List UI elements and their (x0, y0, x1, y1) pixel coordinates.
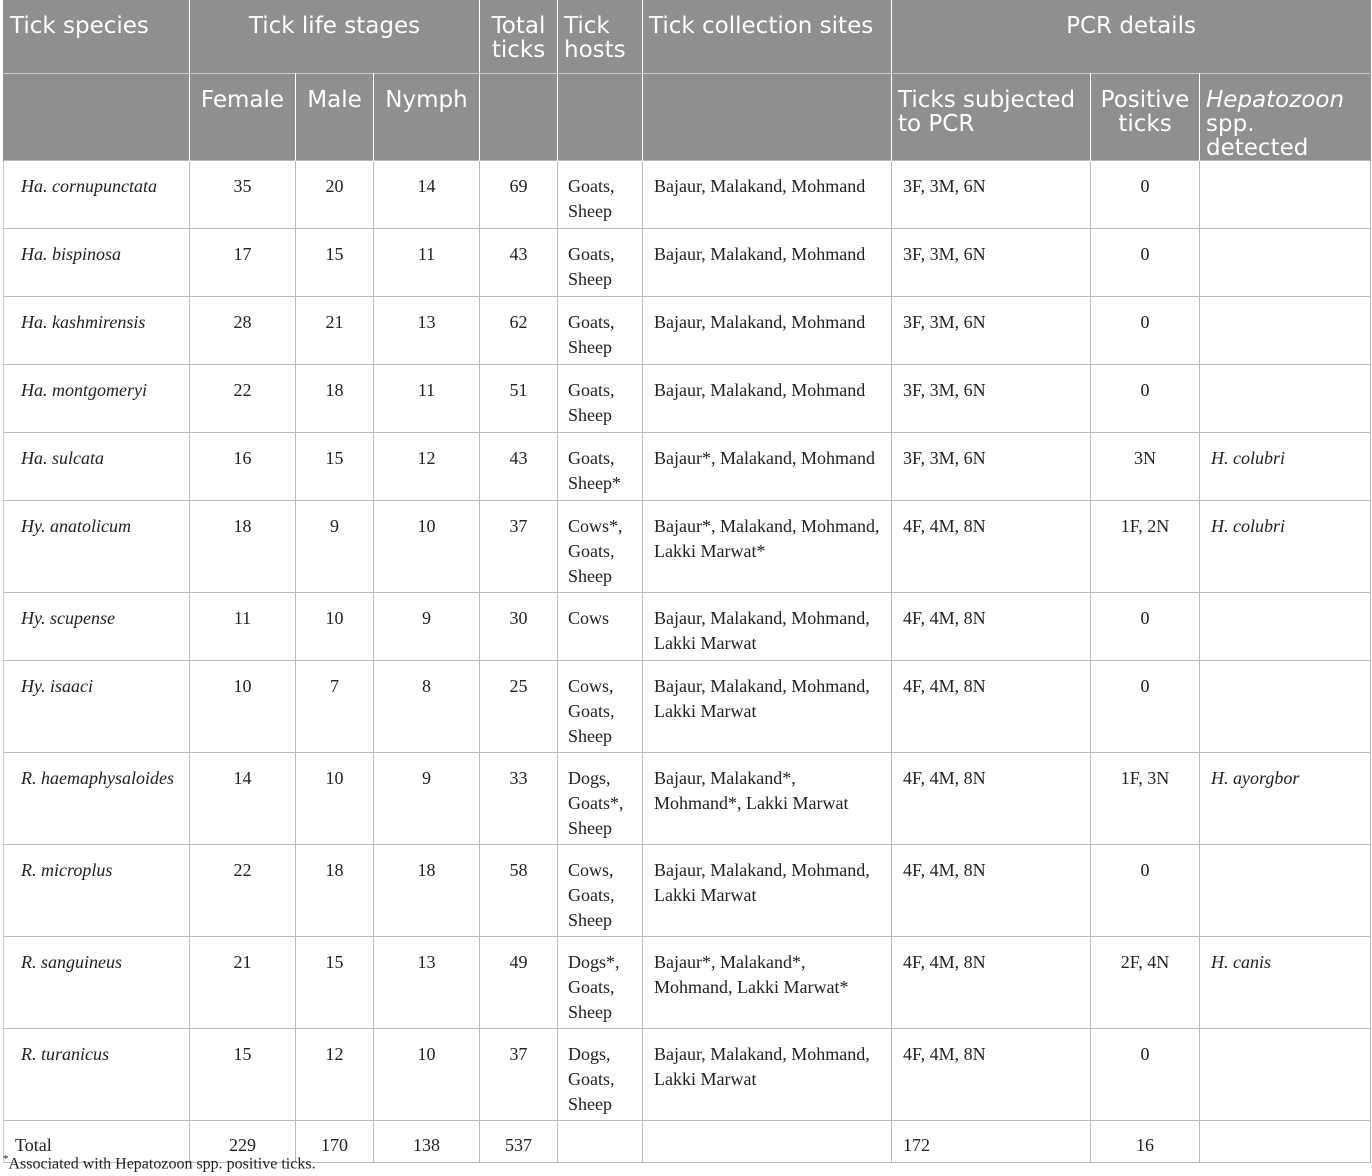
species-cell: Ha. kashmirensis (4, 296, 190, 364)
header-tick-hosts: Tick hosts (558, 0, 643, 73)
hepatozoon-cell (1200, 160, 1371, 228)
pcr-cell: 4F, 4M, 8N (892, 592, 1091, 660)
female-cell: 35 (190, 160, 296, 228)
positive-ticks-cell: 0 (1091, 844, 1200, 936)
header-empty-cell (480, 73, 558, 160)
total-ticks-cell: 25 (480, 660, 558, 752)
hosts-cell: Dogs, Goats*, Sheep (558, 752, 643, 844)
species-cell: Hy. isaaci (4, 660, 190, 752)
header-hepatozoon-italic: Hepatozoon (1206, 86, 1345, 113)
species-cell: Ha. sulcata (4, 432, 190, 500)
header-female: Female (190, 73, 296, 160)
species-cell: Hy. scupense (4, 592, 190, 660)
pcr-cell: 4F, 4M, 8N (892, 752, 1091, 844)
pcr-cell: 4F, 4M, 8N (892, 500, 1091, 592)
table-row (4, 228, 1371, 296)
species-cell: Ha. montgomeryi (4, 364, 190, 432)
positive-ticks-cell: 0 (1091, 592, 1200, 660)
collection-sites-cell: Bajaur, Malakand, Mohmand (643, 296, 892, 364)
footnote-text: Associated with Hepatozoon spp. positive ticks. (8, 1155, 316, 1173)
footnote-marker: * (3, 1153, 9, 1165)
pcr-cell: 4F, 4M, 8N (892, 844, 1091, 936)
table-row (4, 160, 1371, 228)
species-cell: R. microplus (4, 844, 190, 936)
female-cell: 22 (190, 364, 296, 432)
total-ticks-cell: 51 (480, 364, 558, 432)
nymph-cell: 10 (374, 1028, 480, 1120)
hepatozoon-cell (1200, 296, 1371, 364)
total-ticks-cell: 43 (480, 228, 558, 296)
hosts-cell: Goats, Sheep (558, 160, 643, 228)
collection-sites-cell: Bajaur, Malakand, Mohmand (643, 228, 892, 296)
header-empty-cell (558, 73, 643, 160)
hepatozoon-cell: H. ayorgbor (1200, 752, 1371, 844)
header-spp-detected: spp. detected (1206, 110, 1309, 160)
nymph-cell: 12 (374, 432, 480, 500)
male-cell: 21 (296, 296, 374, 364)
nymph-cell: 9 (374, 592, 480, 660)
pcr-cell: 3F, 3M, 6N (892, 228, 1091, 296)
hosts-cell: Dogs*, Goats, Sheep (558, 936, 643, 1028)
species-cell: Hy. anatolicum (4, 500, 190, 592)
hosts-cell: Cows*, Goats, Sheep (558, 500, 643, 592)
header-male: Male (296, 73, 374, 160)
male-cell: 20 (296, 160, 374, 228)
hosts-cell: Goats, Sheep (558, 364, 643, 432)
header-tick-species: Tick species (4, 0, 190, 73)
collection-sites-cell: Bajaur, Malakand, Mohmand, Lakki Marwat (643, 660, 892, 752)
species-cell: R. sanguineus (4, 936, 190, 1028)
collection-sites-cell: Bajaur, Malakand, Mohmand, Lakki Marwat (643, 592, 892, 660)
hosts-cell: Cows, Goats, Sheep (558, 844, 643, 936)
total-nymph: 138 (374, 1120, 480, 1162)
header-row-sub (4, 73, 1371, 160)
total-ticks-cell: 43 (480, 432, 558, 500)
pcr-cell: 4F, 4M, 8N (892, 936, 1091, 1028)
table-row (4, 296, 1371, 364)
pcr-cell: 3F, 3M, 6N (892, 160, 1091, 228)
pcr-cell: 3F, 3M, 6N (892, 432, 1091, 500)
total-male: 170 (296, 1120, 374, 1162)
male-cell: 9 (296, 500, 374, 592)
collection-sites-cell: Bajaur, Malakand, Mohmand, Lakki Marwat (643, 844, 892, 936)
hepatozoon-cell: H. colubri (1200, 432, 1371, 500)
nymph-cell: 9 (374, 752, 480, 844)
table-row (4, 1028, 1371, 1120)
positive-ticks-cell: 2F, 4N (1091, 936, 1200, 1028)
male-cell: 18 (296, 844, 374, 936)
hosts-cell: Cows, Goats, Sheep (558, 660, 643, 752)
hepatozoon-cell (1200, 228, 1371, 296)
header-tick-collection-sites: Tick collection sites (643, 0, 892, 73)
footnote (3, 1153, 316, 1173)
hepatozoon-cell (1200, 660, 1371, 752)
total-ticks-cell: 62 (480, 296, 558, 364)
male-cell: 15 (296, 228, 374, 296)
male-cell: 15 (296, 936, 374, 1028)
female-cell: 16 (190, 432, 296, 500)
male-cell: 10 (296, 752, 374, 844)
header-positive-ticks: Positive ticks (1091, 73, 1200, 160)
header-row-top (4, 0, 1371, 73)
header-hepatozoon-detected (1200, 73, 1371, 160)
header-total-ticks: Total ticks (480, 0, 558, 73)
positive-ticks-cell: 0 (1091, 660, 1200, 752)
female-cell: 10 (190, 660, 296, 752)
collection-sites-cell: Bajaur, Malakand, Mohmand, Lakki Marwat (643, 1028, 892, 1120)
total-ticks-cell: 37 (480, 500, 558, 592)
positive-ticks-cell: 3N (1091, 432, 1200, 500)
hepatozoon-cell: H. canis (1200, 936, 1371, 1028)
female-cell: 21 (190, 936, 296, 1028)
hosts-cell: Goats, Sheep (558, 296, 643, 364)
table-row (4, 844, 1371, 936)
female-cell: 28 (190, 296, 296, 364)
male-cell: 12 (296, 1028, 374, 1120)
nymph-cell: 13 (374, 296, 480, 364)
collection-sites-cell: Bajaur, Malakand, Mohmand (643, 160, 892, 228)
female-cell: 11 (190, 592, 296, 660)
nymph-cell: 11 (374, 364, 480, 432)
pcr-cell: 3F, 3M, 6N (892, 364, 1091, 432)
table-row (4, 364, 1371, 432)
total-hosts (558, 1120, 643, 1162)
hepatozoon-cell (1200, 1028, 1371, 1120)
total-ticks-cell: 49 (480, 936, 558, 1028)
nymph-cell: 13 (374, 936, 480, 1028)
table-row (4, 936, 1371, 1028)
collection-sites-cell: Bajaur*, Malakand, Mohmand, Lakki Marwat* (643, 500, 892, 592)
table-row (4, 500, 1371, 592)
hepatozoon-cell: H. colubri (1200, 500, 1371, 592)
positive-ticks-cell: 0 (1091, 228, 1200, 296)
female-cell: 18 (190, 500, 296, 592)
nymph-cell: 8 (374, 660, 480, 752)
pcr-cell: 4F, 4M, 8N (892, 660, 1091, 752)
species-cell: Ha. bispinosa (4, 228, 190, 296)
total-total-ticks: 537 (480, 1120, 558, 1162)
table-body (4, 160, 1371, 1120)
male-cell: 7 (296, 660, 374, 752)
total-pcr: 172 (892, 1120, 1091, 1162)
total-ticks-cell: 69 (480, 160, 558, 228)
header-ticks-subjected-to-pcr: Ticks subjected to PCR (892, 73, 1091, 160)
positive-ticks-cell: 0 (1091, 296, 1200, 364)
female-cell: 22 (190, 844, 296, 936)
pcr-cell: 4F, 4M, 8N (892, 1028, 1091, 1120)
collection-sites-cell: Bajaur*, Malakand, Mohmand (643, 432, 892, 500)
header-nymph: Nymph (374, 73, 480, 160)
hepatozoon-cell (1200, 592, 1371, 660)
female-cell: 17 (190, 228, 296, 296)
tick-species-table (3, 0, 1371, 1163)
positive-ticks-cell: 0 (1091, 364, 1200, 432)
species-cell: R. turanicus (4, 1028, 190, 1120)
total-ticks-cell: 33 (480, 752, 558, 844)
hosts-cell: Goats, Sheep* (558, 432, 643, 500)
table-row (4, 592, 1371, 660)
female-cell: 14 (190, 752, 296, 844)
table-row (4, 432, 1371, 500)
total-ticks-cell: 30 (480, 592, 558, 660)
collection-sites-cell: Bajaur, Malakand, Mohmand (643, 364, 892, 432)
male-cell: 18 (296, 364, 374, 432)
hosts-cell: Goats, Sheep (558, 228, 643, 296)
hepatozoon-cell (1200, 364, 1371, 432)
male-cell: 15 (296, 432, 374, 500)
collection-sites-cell: Bajaur, Malakand*, Mohmand*, Lakki Marwat (643, 752, 892, 844)
female-cell: 15 (190, 1028, 296, 1120)
positive-ticks-cell: 0 (1091, 1028, 1200, 1120)
positive-ticks-cell: 1F, 2N (1091, 500, 1200, 592)
total-ticks-cell: 58 (480, 844, 558, 936)
header-empty-cell (643, 73, 892, 160)
male-cell: 10 (296, 592, 374, 660)
positive-ticks-cell: 0 (1091, 160, 1200, 228)
species-cell: R. haemaphysaloides (4, 752, 190, 844)
table-row (4, 752, 1371, 844)
total-label: Total (4, 1120, 190, 1162)
header-empty-cell (4, 73, 190, 160)
species-cell: Ha. cornupunctata (4, 160, 190, 228)
hosts-cell: Dogs, Goats, Sheep (558, 1028, 643, 1120)
pcr-cell: 3F, 3M, 6N (892, 296, 1091, 364)
hepatozoon-cell (1200, 844, 1371, 936)
total-hepatozoon (1200, 1120, 1371, 1162)
hosts-cell: Cows (558, 592, 643, 660)
header-pcr-details: PCR details (892, 0, 1371, 73)
total-female: 229 (190, 1120, 296, 1162)
nymph-cell: 11 (374, 228, 480, 296)
nymph-cell: 18 (374, 844, 480, 936)
total-ticks-cell: 37 (480, 1028, 558, 1120)
positive-ticks-cell: 1F, 3N (1091, 752, 1200, 844)
table-row (4, 660, 1371, 752)
collection-sites-cell: Bajaur*, Malakand*, Mohmand, Lakki Marwat* (643, 936, 892, 1028)
nymph-cell: 14 (374, 160, 480, 228)
header-tick-life-stages: Tick life stages (190, 0, 480, 73)
total-sites (643, 1120, 892, 1162)
total-positive: 16 (1091, 1120, 1200, 1162)
nymph-cell: 10 (374, 500, 480, 592)
